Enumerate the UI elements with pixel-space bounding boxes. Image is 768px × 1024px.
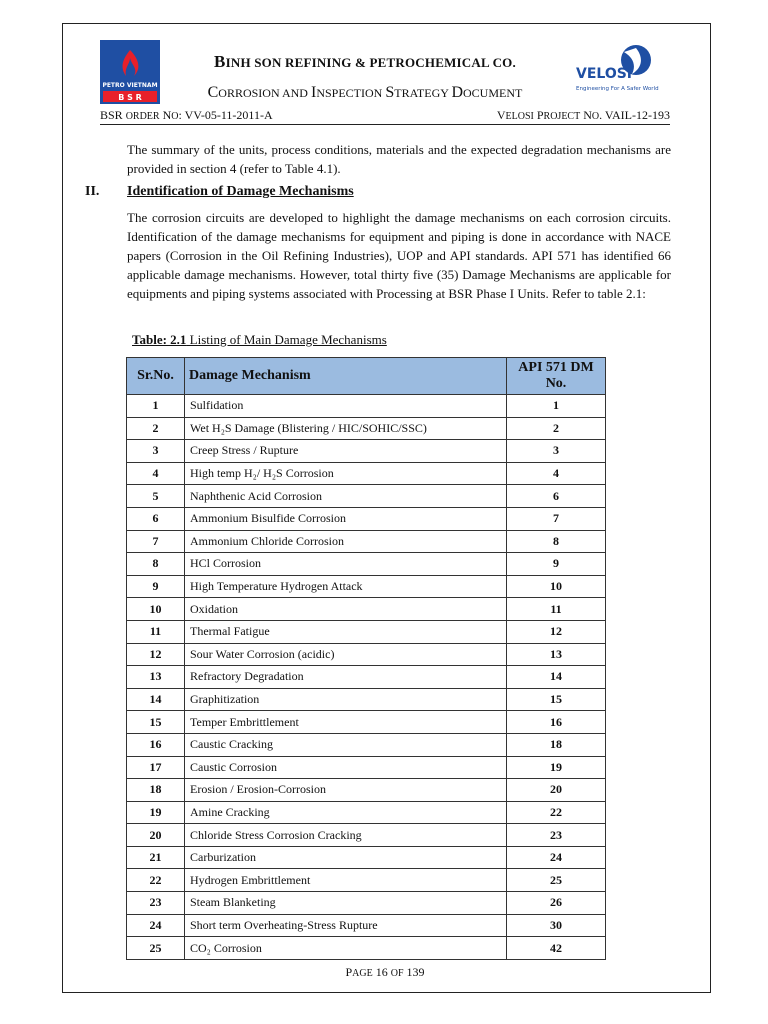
- table-row: [127, 733, 606, 756]
- sr-no-cell: 25: [127, 937, 185, 960]
- table-row: [127, 485, 606, 508]
- damage-mechanism-cell: Short term Overheating-Stress Rupture: [185, 914, 507, 937]
- api-dm-no-cell: 13: [507, 643, 606, 666]
- api-dm-no-cell: 20: [507, 779, 606, 802]
- sr-no-cell: 3: [127, 440, 185, 463]
- api-dm-no-cell: 14: [507, 666, 606, 689]
- damage-mechanism-cell: Graphitization: [185, 688, 507, 711]
- damage-mechanism-cell: Sulfidation: [185, 395, 507, 418]
- damage-mechanism-cell: Amine Cracking: [185, 801, 507, 824]
- damage-mechanisms-table: [126, 357, 606, 960]
- header-sr-no: Sr.No.: [127, 358, 185, 395]
- header-damage-mechanism: Damage Mechanism: [185, 358, 507, 395]
- damage-mechanism-cell: Refractory Degradation: [185, 666, 507, 689]
- api-dm-no-cell: 15: [507, 688, 606, 711]
- api-dm-no-cell: 24: [507, 846, 606, 869]
- api-dm-no-cell: 18: [507, 733, 606, 756]
- api-dm-no-cell: 2: [507, 417, 606, 440]
- table-header-row: [127, 358, 606, 395]
- table-row: [127, 462, 606, 485]
- api-dm-no-cell: 6: [507, 485, 606, 508]
- sr-no-cell: 1: [127, 395, 185, 418]
- api-dm-no-cell: 7: [507, 507, 606, 530]
- petrovietnam-logo-text: PETRO VIETNAM: [102, 82, 158, 89]
- damage-mechanism-cell: Ammonium Bisulfide Corrosion: [185, 507, 507, 530]
- table-row: [127, 937, 606, 960]
- sr-no-cell: 18: [127, 779, 185, 802]
- damage-mechanism-cell: Oxidation: [185, 598, 507, 621]
- bsr-logo-text: B S R: [118, 93, 142, 102]
- table-row: [127, 711, 606, 734]
- table-row: [127, 620, 606, 643]
- sr-no-cell: 6: [127, 507, 185, 530]
- table-row: [127, 892, 606, 915]
- velosi-logo-tagline: Engineering For A Safer World: [576, 86, 659, 92]
- velosi-logo: [574, 42, 666, 94]
- sr-no-cell: 14: [127, 688, 185, 711]
- sr-no-cell: 12: [127, 643, 185, 666]
- damage-mechanism-cell: Erosion / Erosion-Corrosion: [185, 779, 507, 802]
- sr-no-cell: 24: [127, 914, 185, 937]
- document-meta: [100, 108, 670, 124]
- sr-no-cell: 5: [127, 485, 185, 508]
- sr-no-cell: 7: [127, 530, 185, 553]
- sr-no-cell: 23: [127, 892, 185, 915]
- damage-mechanism-cell: Sour Water Corrosion (acidic): [185, 643, 507, 666]
- sr-no-cell: 4: [127, 462, 185, 485]
- api-dm-no-cell: 16: [507, 711, 606, 734]
- sr-no-cell: 22: [127, 869, 185, 892]
- sr-no-cell: 21: [127, 846, 185, 869]
- document-title: CORROSION AND INSPECTION STRATEGY DOCUMENT: [207, 84, 523, 101]
- damage-mechanism-cell: Carburization: [185, 846, 507, 869]
- sr-no-cell: 11: [127, 620, 185, 643]
- table-row: [127, 824, 606, 847]
- header-api-dm-no: API 571 DM No.: [507, 358, 606, 395]
- sr-no-cell: 10: [127, 598, 185, 621]
- sr-no-cell: 20: [127, 824, 185, 847]
- sr-no-cell: 2: [127, 417, 185, 440]
- page-number: PAGE 16 OF 139: [345, 965, 425, 979]
- api-dm-no-cell: 8: [507, 530, 606, 553]
- api-dm-no-cell: 3: [507, 440, 606, 463]
- table-row: [127, 756, 606, 779]
- api-dm-no-cell: 23: [507, 824, 606, 847]
- sr-no-cell: 16: [127, 733, 185, 756]
- api-dm-no-cell: 22: [507, 801, 606, 824]
- damage-mechanism-cell: Temper Embrittlement: [185, 711, 507, 734]
- sr-no-cell: 15: [127, 711, 185, 734]
- api-dm-no-cell: 12: [507, 620, 606, 643]
- damage-mechanism-cell: Thermal Fatigue: [185, 620, 507, 643]
- damage-mechanism-cell: Caustic Cracking: [185, 733, 507, 756]
- table-row: [127, 598, 606, 621]
- table-row: [127, 801, 606, 824]
- table-row: [127, 530, 606, 553]
- sr-no-cell: 19: [127, 801, 185, 824]
- sr-no-cell: 13: [127, 666, 185, 689]
- api-dm-no-cell: 25: [507, 869, 606, 892]
- table-row: [127, 395, 606, 418]
- damage-mechanism-cell: Steam Blanketing: [185, 892, 507, 915]
- damage-mechanism-cell: CO₂ Corrosion: [185, 937, 507, 960]
- table-caption: Table: 2.1 Listing of Main Damage Mechanisms: [132, 332, 387, 347]
- damage-mechanism-cell: High Temperature Hydrogen Attack: [185, 575, 507, 598]
- damage-mechanism-cell: Caustic Corrosion: [185, 756, 507, 779]
- api-dm-no-cell: 10: [507, 575, 606, 598]
- intro-paragraph: The summary of the units, process conditions, materials and the expected degradation mechanisms are provided in section 4 (refer to Table 4.1).: [127, 142, 671, 176]
- api-dm-no-cell: 19: [507, 756, 606, 779]
- api-dm-no-cell: 26: [507, 892, 606, 915]
- velosi-logo-name: VELOSI: [576, 66, 633, 82]
- table-row: [127, 440, 606, 463]
- api-dm-no-cell: 42: [507, 937, 606, 960]
- damage-mechanism-cell: Wet H₂S Damage (Blistering / HIC/SOHIC/SSC): [185, 417, 507, 440]
- sr-no-cell: 9: [127, 575, 185, 598]
- company-name: BINH SON REFINING & PETROCHEMICAL CO.: [214, 52, 516, 71]
- damage-mechanism-cell: Naphthenic Acid Corrosion: [185, 485, 507, 508]
- sr-no-cell: 8: [127, 553, 185, 576]
- velosi-project-number: VELOSI PROJECT NO. VAIL-12-193: [496, 108, 670, 122]
- damage-mechanism-cell: Hydrogen Embrittlement: [185, 869, 507, 892]
- damage-mechanism-cell: High temp H₂/ H₂S Corrosion: [185, 462, 507, 485]
- header-divider: [100, 124, 670, 125]
- section-title: Identification of Damage Mechanisms: [127, 184, 354, 199]
- table-row: [127, 507, 606, 530]
- table-row: [127, 779, 606, 802]
- api-dm-no-cell: 30: [507, 914, 606, 937]
- damage-mechanism-cell: Ammonium Chloride Corrosion: [185, 530, 507, 553]
- damage-mechanism-cell: HCl Corrosion: [185, 553, 507, 576]
- sr-no-cell: 17: [127, 756, 185, 779]
- table-row: [127, 643, 606, 666]
- api-dm-no-cell: 1: [507, 395, 606, 418]
- table-row: [127, 666, 606, 689]
- table-row: [127, 575, 606, 598]
- section-paragraph: The corrosion circuits are developed to highlight the damage mechanisms on each corrosion circuits. Identification of the damage mechanisms for equipment and piping is done in accordance with NACE papers (Corrosion in the Oil Refining Industries), UOP and API standards. API 571 has identified 66 applicable damage mechanisms. However, total thirty five (35) Damage Mechanisms are applicable for equipments and piping systems associated with Processing at BSR Phase I Units. Refer to table 2.1:: [127, 210, 671, 301]
- api-dm-no-cell: 4: [507, 462, 606, 485]
- table-row: [127, 846, 606, 869]
- table-row: [127, 417, 606, 440]
- section-number: II.: [85, 184, 100, 199]
- table-row: [127, 914, 606, 937]
- bsr-order-number: BSR ORDER NO: VV-05-11-2011-A: [100, 108, 273, 122]
- petrovietnam-bsr-logo: [100, 40, 160, 104]
- damage-mechanism-cell: Creep Stress / Rupture: [185, 440, 507, 463]
- damage-mechanism-cell: Chloride Stress Corrosion Cracking: [185, 824, 507, 847]
- api-dm-no-cell: 9: [507, 553, 606, 576]
- api-dm-no-cell: 11: [507, 598, 606, 621]
- table-row: [127, 553, 606, 576]
- table-row: [127, 869, 606, 892]
- table-row: [127, 688, 606, 711]
